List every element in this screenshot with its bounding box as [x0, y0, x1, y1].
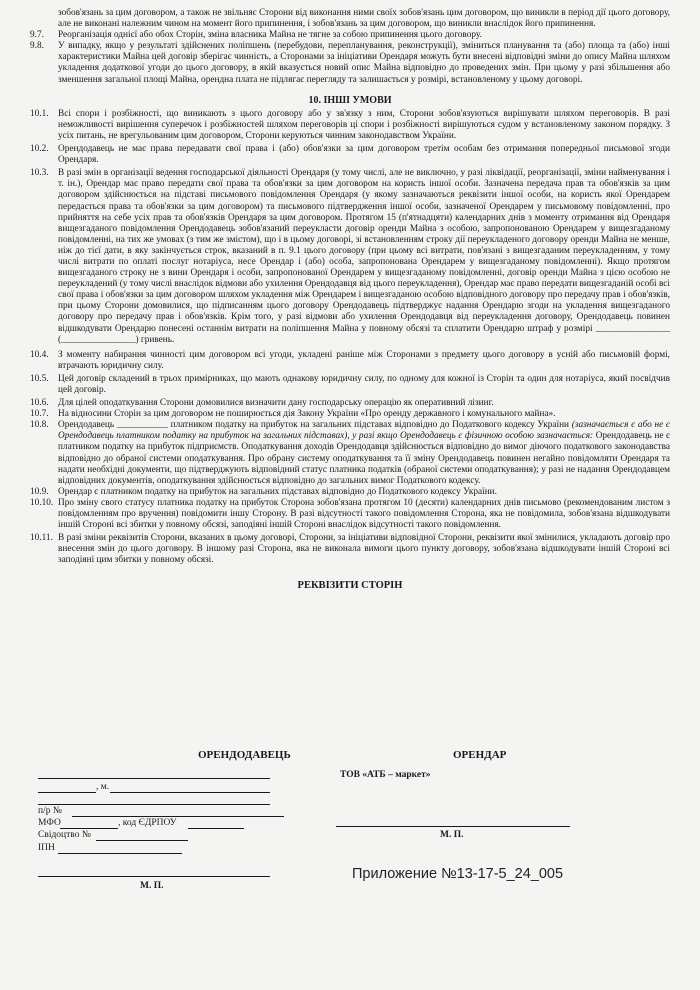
- clause-number: 10.3.: [30, 168, 49, 179]
- tenant-heading: ОРЕНДАР: [453, 749, 507, 761]
- clause-10-9: [30, 487, 670, 498]
- clause-text: З моменту набирання чинності цим договором всі угоди, укладені раніше між Сторонами з предмету цього договору в усній або письмовій формі, втрачають юридичну силу.: [58, 349, 670, 371]
- clause-10-1: [30, 109, 670, 142]
- clause-10-8-note: (зазначається є або не є Орендодавець платником податку на прибуток на загальних підставах),: [58, 420, 670, 442]
- clause-10-8: [30, 420, 670, 487]
- clause-text: У випадку, якщо у результаті здійснених поліпшень (перебудови, перепланування, реконструкції), зміниться планування та (або) площа та (або) інші характеристики Майна цей договір зберігає чинність, а Сторонами за ініціативи Орендаря можуть бути внесені відповідні зміни до опису Майна шляхом укладення додаткової угоди до цього договору, в якій вказується новий опис Майна відповідно до проведених змін. При цьому у разі збільшення або зменшення загальної площі Майна, орендна плата не підлягає перегляду та залишається у розмірі, встановленому у цьому договорі.: [58, 41, 670, 85]
- tenant-signature-line[interactable]: [336, 826, 570, 827]
- clause-number: 10.11.: [30, 533, 53, 544]
- clause-10-3: [30, 168, 670, 346]
- tenant-company-name: ТОВ «АТБ – маркет»: [340, 770, 431, 780]
- clause-text: На відносини Сторін за цим договором не поширюється дія Закону України «Про оренду державного і комунального майна».: [58, 409, 556, 420]
- clause-9-8: [30, 41, 670, 85]
- certificate-field[interactable]: [96, 840, 188, 841]
- landlord-stamp-label: М. П.: [140, 881, 164, 891]
- clause-text: Про зміну свого статусу платника податку на прибуток Сторона зобов'язана протягом 10 (десяти) календарних днів письмово (рекомендованим листом з повідомленням про вручення) повідомити іншу Сторону. В разі відсутності такого повідомлення Сторона, яка не повідомила, зобов'язана відшкодувати іншій Стороні всі збитки у повному обсязі, заподіяні іншій Стороні внаслідок відсутності такого повідомлення.: [58, 497, 670, 531]
- ipn-field[interactable]: [58, 853, 182, 854]
- clause-text: Цей договір складений в трьох примірниках, що мають однакову юридичну силу, по одному для кожної із Сторін та один для нотаріуса, який посвідчив цей договір.: [58, 373, 670, 395]
- landlord-name-line[interactable]: [38, 778, 270, 779]
- clause-10-7: [30, 409, 670, 420]
- mfo-label: МФО: [38, 818, 61, 828]
- tenant-stamp-label: М. П.: [440, 830, 464, 840]
- clause-number: 9.8.: [30, 41, 44, 52]
- section-10-title: 10. ІНШІ УМОВИ: [308, 94, 392, 106]
- clause-number: 9.7.: [30, 30, 44, 41]
- ipn-label: ІПН: [38, 843, 55, 853]
- clause-text: В разі зміни реквізитів Сторони, вказаних в цьому договорі, Сторони, за ініціативи відповідної Сторони, реквізити якої змінилися, укладають договір про внесення змін до цього договору. В іншому разі Сторона, яка не виконала вимоги цього пункту договору, зобов'язана відшкодувати іншій Стороні всі заподіяні цим збитки у повному обсязі.: [58, 533, 670, 566]
- certificate-label: Свідоцтво №: [38, 830, 91, 840]
- clause-number: 10.8.: [30, 420, 49, 431]
- requisites-title: РЕКВІЗИТИ СТОРІН: [297, 579, 403, 591]
- account-field[interactable]: [72, 816, 284, 817]
- clause-10-5: [30, 374, 670, 396]
- clause-number: 10.2.: [30, 144, 49, 155]
- appendix-reference: Приложение №13-17-5_24_005: [352, 866, 564, 882]
- clause-number: 10.6.: [30, 398, 49, 409]
- clause-number: 10.1.: [30, 108, 49, 119]
- clause-10-4: [30, 350, 670, 372]
- clause-text: Реорганізація однієї або обох Сторін, зміна власника Майна не тягне за собою припинення цього договору.: [58, 30, 482, 41]
- clause-text: Для цілей оподаткування Сторони домовилися визначити дану господарську операцію як оперативний лізинг.: [58, 398, 494, 409]
- account-label: п/р №: [38, 806, 62, 816]
- clause-number: 10.10.: [30, 497, 54, 508]
- clause-10-8-condition: у разі якщо Орендодавець є фізичною особою зазначається:: [352, 431, 594, 442]
- clause-text: [58, 420, 670, 487]
- clause-10-8-body: Орендодавець не є платником податку на прибуток підприємств. Оподаткування доходів Орендодавця здійснюється відповідно до вимог діючого податкового законодавства відповідно до обраної системи оподаткування. Про обрану систему оподаткування та її зміну Орендодавець повинен негайно повідомляти Орендаря та надати необхідні документи, що підтверджують відповідний статус платника податків (обраної системи оподаткування); у разі не надання Орендодавцем відповідних документів, оподаткування здійснюється відповідно до загальних вимог Податкового кодексу.: [58, 431, 670, 486]
- clause-10-6: [30, 398, 670, 409]
- clause-number: 10.4.: [30, 349, 49, 360]
- clause-number: 10.9.: [30, 486, 49, 497]
- clause-10-2: [30, 144, 670, 166]
- clause-10-8-lead: Орендодавець ___________ платником податку на прибуток на загальних підставах відповідно до Податкового кодексу України: [58, 420, 570, 431]
- address-line-2[interactable]: [110, 792, 270, 793]
- clause-10-11: [30, 533, 670, 566]
- carryover-paragraph: [30, 8, 670, 30]
- clause-text: Орендар є платником податку на прибуток на загальних підставах відповідно до Податкового кодексу України.: [58, 486, 497, 497]
- clause-text: В разі змін в організації ведення господарської діяльності Орендаря (у тому числі, але не виключно, у разі ліквідації, реорганізації, зміни найменування і т. ін.), Орендар має право передати свої права та обов'язки за цим договором на користь іншої особи. Зазначена передача прав та обов'язків за цим договором здійснюється на підставі письмового повідомлення Орендаря (у якому зазначаються реквізити іншої особи, на користь якої Орендарем передається права та обов'язки за цим договором) та письмового підтвердження іншої особи, зазначеної Орендарем у письмовому повідомленні, про прийняття на себе усіх прав та обов'язків Орендаря за цим договором. Протягом 15 (п'ятнадцяти) календарних днів з моменту отримання від Орендаря вищезгаданого повідомлення Орендодавець зобов'язаний переукласти договір оренди Майна з особою, запропонованою Орендарем у вищезгаданому повідомленні, на тих же умовах (з тим же змістом), що і в цьому договорі, зі встановленням строку дії переукладеного договору оренди Майна не менше, ніж до тієї дати, в яку закінчується строк, вказаний в п. 9.1 цього договору (при цьому всі витрати, пов'язані з вищезгаданим переукладенням, у тому числі витрати по оплаті послуг нотаріуса, несе Орендар і (або) особа, запропонована Орендарем у вищезгаданому повідомленні). Якщо протягом вищезгаданого строку не з вини Орендаря і особи, запропонованої Орендарем у вищезгаданому повідомленні, договір оренди Майна з цією особою не переукладений (у тому числі внаслідок відмови або ухилення Орендодавця від цього переукладення), Орендар має право передати вищезгаданій особі всі свої права і обов'язки за цим договором шляхом укладення між Орендарем і вищезгаданою особою відповідного договору про передачу прав і обов'язків, при цьому Сторони домовилися, що підписанням цього договору Орендодавець підтверджує надання Орендарю згоди на укладення вищезгаданого договору про передачу прав і обов'язків. Крім того, у разі відмови або ухилення Орендодавця від переукладення договору, Орендодавець повинен відшкодувати Орендарю понесені останнім витрати на поліпшення Майна у повному обсязі та сплатити Орендарю штраф у розмірі ________________ (________________) гривень.: [58, 168, 670, 345]
- carryover-text: зобов'язань за цим договором, а також не звільняє Сторони від виконання ними своїх зобов'язань цим договором, що виникли в період дії цього договору, але не виконані належним чином на момент його припинення, і зобов'язань за цим договором, що виникли внаслідок його припинення.: [58, 8, 670, 30]
- landlord-heading: ОРЕНДОДАВЕЦЬ: [198, 749, 291, 761]
- edrpou-label: , код ЄДРПОУ: [118, 818, 177, 828]
- clause-9-7: [30, 30, 670, 41]
- mfo-field[interactable]: [60, 828, 118, 829]
- clause-number: 10.5.: [30, 373, 49, 384]
- clause-text: Орендодавець не має права передавати свої права і (або) обов'язки за цим договором третім особам без отримання попередньої письмової згоди Орендаря.: [58, 144, 670, 166]
- address-line-3[interactable]: [38, 804, 270, 805]
- landlord-signature-line[interactable]: [38, 876, 270, 877]
- edrpou-field[interactable]: [188, 828, 244, 829]
- clause-10-10: [30, 498, 670, 531]
- clause-number: 10.7.: [30, 409, 49, 420]
- address-line-1[interactable]: [38, 792, 96, 793]
- clause-text: Всі спори і розбіжності, що виникають з цього договору або у зв'язку з ним, Сторони зобов'язуються вирішувати шляхом переговорів. В разі неможливості вирішення суперечок і розбіжностей шляхом переговорів ці спори і розбіжності вирішуються судом у встановленому законом порядку. З усіх питань, не врегульованим цим договором, Сторони керуються чинним законодавством України.: [58, 108, 670, 141]
- city-label: , м.: [96, 782, 110, 792]
